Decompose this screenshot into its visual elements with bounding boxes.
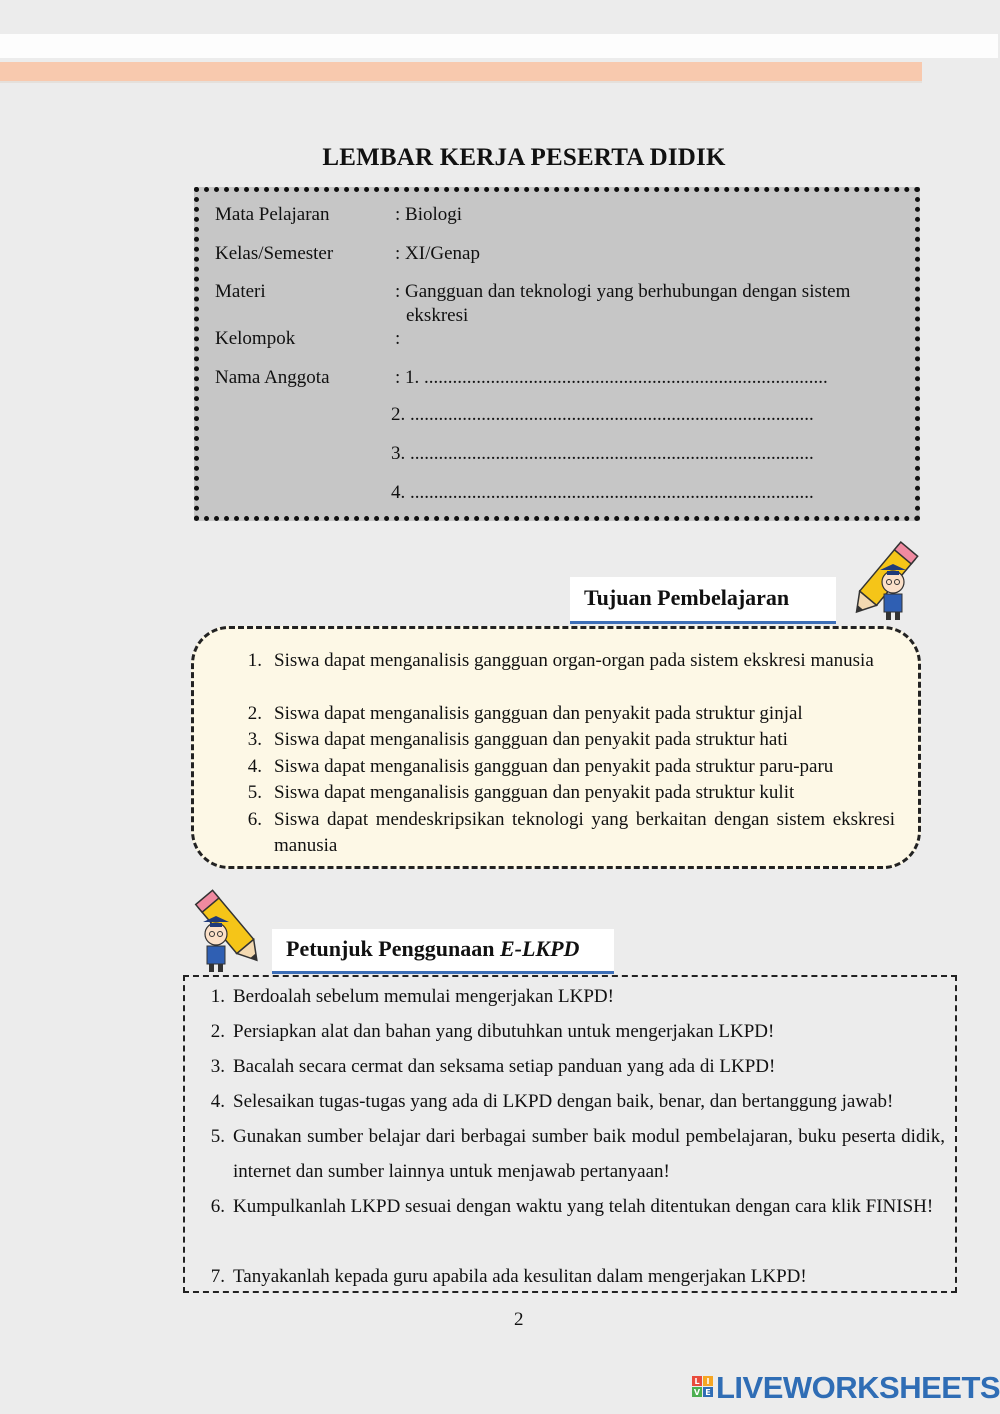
list-text: Siswa dapat mendeskripsikan teknologi yang berkaitan dengan sistem ekskresi manusia xyxy=(274,809,895,856)
info-value: : xyxy=(395,328,401,349)
list-text: Tanyakanlah kepada guru apabila ada kesulitan dalam mengerjakan LKPD! xyxy=(233,1266,807,1287)
member-line: 2. ..................................................................................... xyxy=(391,404,814,425)
list-text: Siswa dapat menganalisis gangguan organ-organ pada sistem ekskresi manusia xyxy=(274,650,874,671)
member-line: 4. ..................................................................................... xyxy=(391,482,814,503)
info-label: Mata Pelajaran xyxy=(215,204,330,225)
info-label: Kelompok xyxy=(215,328,296,349)
petunjuk-box xyxy=(183,975,957,1293)
petunjuk-heading-text: Petunjuk Penggunaan xyxy=(286,936,500,961)
svg-text:I: I xyxy=(706,1377,710,1386)
pencil-mascot-icon xyxy=(186,888,276,974)
info-label: Nama Anggota xyxy=(215,367,330,388)
petunjuk-heading-tab xyxy=(272,929,614,974)
pencil-mascot-icon xyxy=(838,540,928,624)
info-value: : XI/Genap xyxy=(395,243,480,264)
liveworksheets-logo-icon xyxy=(692,1372,714,1406)
member-line: 3. ..................................................................................... xyxy=(391,443,814,464)
list-number: 4. xyxy=(247,756,262,777)
svg-text:E: E xyxy=(705,1388,711,1397)
list-number: 2. xyxy=(210,1021,225,1042)
list-text: Kumpulkanlah LKPD sesuai dengan waktu yang telah ditentukan dengan cara klik FINISH! xyxy=(233,1196,934,1217)
list-number: 6. xyxy=(210,1196,225,1217)
list-number: 5. xyxy=(247,782,262,803)
list-text: Gunakan sumber belajar dari berbagai sumber baik modul pembelajaran, buku peserta didik, internet dan sumber lainnya untuk menjawab pertanyaan! xyxy=(233,1126,945,1182)
list-number: 4. xyxy=(210,1091,225,1112)
tujuan-box xyxy=(191,626,921,869)
list-text: Persiapkan alat dan bahan yang dibutuhkan untuk mengerjakan LKPD! xyxy=(233,1021,775,1042)
list-number: 3. xyxy=(210,1056,225,1077)
list-number: 1. xyxy=(247,650,262,671)
list-number: 2. xyxy=(247,703,262,724)
liveworksheets-brand[interactable]: LIVEWORKSHEETS xyxy=(716,1370,1000,1405)
list-text: Siswa dapat menganalisis gangguan dan penyakit pada struktur kulit xyxy=(274,782,795,803)
list-number: 3. xyxy=(247,729,262,750)
svg-text:L: L xyxy=(694,1377,700,1386)
list-number: 6. xyxy=(247,809,262,830)
petunjuk-heading-emphasis: E-LKPD xyxy=(499,936,580,961)
list-text: Bacalah secara cermat dan seksama setiap panduan yang ada di LKPD! xyxy=(233,1056,776,1077)
top-toolbar-strip xyxy=(0,34,998,58)
tujuan-heading-tab xyxy=(570,577,836,624)
page-title: LEMBAR KERJA PESERTA DIDIK xyxy=(322,144,726,171)
info-value: : Gangguan dan teknologi yang berhubungan dengan sistem xyxy=(395,281,851,302)
list-number: 7. xyxy=(210,1266,225,1287)
info-label: Kelas/Semester xyxy=(215,243,334,264)
list-text: Siswa dapat menganalisis gangguan dan penyakit pada struktur ginjal xyxy=(274,703,803,724)
tujuan-heading: Tujuan Pembelajaran xyxy=(584,585,790,610)
info-label: Materi xyxy=(215,281,266,302)
list-number: 5. xyxy=(210,1126,225,1147)
list-number: 1. xyxy=(210,986,225,1007)
info-box xyxy=(194,187,920,521)
info-value-continued: ekskresi xyxy=(406,305,469,326)
page-number: 2 xyxy=(514,1309,524,1330)
info-value: : 1. ..................................................................................... xyxy=(395,367,828,388)
list-text: Berdoalah sebelum memulai mengerjakan LKPD! xyxy=(233,986,614,1007)
petunjuk-heading xyxy=(286,936,579,962)
list-text: Selesaikan tugas-tugas yang ada di LKPD dengan baik, benar, dan bertanggung jawab! xyxy=(233,1091,894,1112)
list-text: Siswa dapat menganalisis gangguan dan penyakit pada struktur paru-paru xyxy=(274,756,834,777)
info-value: : Biologi xyxy=(395,204,463,225)
top-accent-bar xyxy=(0,62,922,83)
list-text: Siswa dapat menganalisis gangguan dan penyakit pada struktur hati xyxy=(274,729,788,750)
svg-text:V: V xyxy=(693,1388,701,1397)
